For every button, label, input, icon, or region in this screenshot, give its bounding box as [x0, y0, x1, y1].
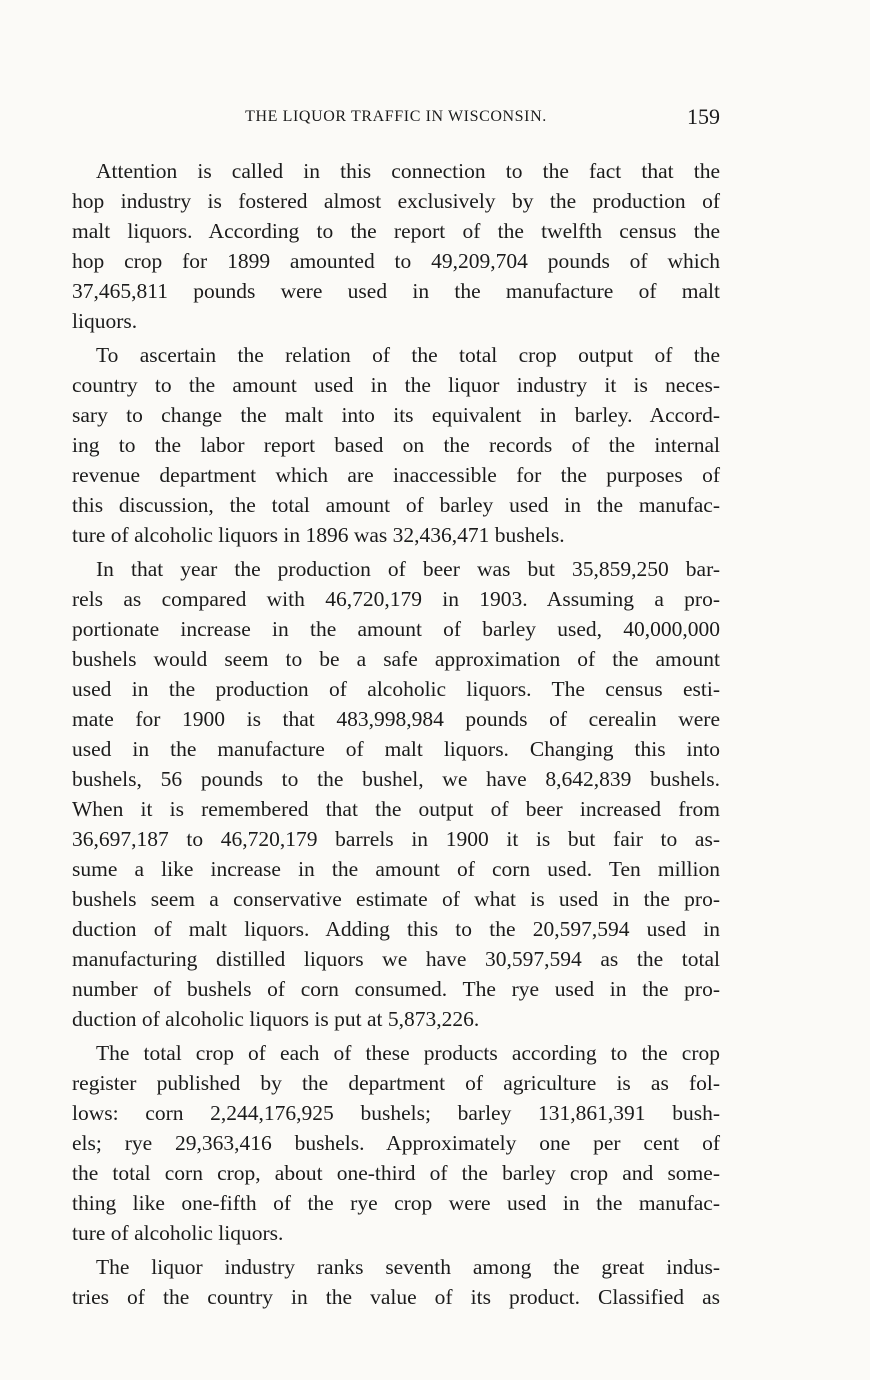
text-line: hop crop for 1899 amounted to 49,209,704 pounds of which: [72, 249, 720, 273]
paragraph: [72, 1252, 720, 1312]
text-line: When it is remembered that the output of beer increased from: [72, 797, 720, 821]
text-line: bushels seem a conservative estimate of what is used in the pro-: [72, 887, 720, 911]
page-header: [72, 104, 720, 134]
text-line: 36,697,187 to 46,720,179 barrels in 1900 it is but fair to as-: [72, 827, 720, 851]
text-line: tries of the country in the value of its product. Classified as: [72, 1285, 720, 1309]
text-line: bushels would seem to be a safe approximation of the amount: [72, 647, 720, 671]
text-line: mate for 1900 is that 483,998,984 pounds of cerealin were: [72, 707, 720, 731]
page-number: 159: [687, 104, 720, 129]
text-line: the total corn crop, about one-third of the barley crop and some-: [72, 1161, 720, 1185]
text-line: register published by the department of agriculture is as fol-: [72, 1071, 720, 1095]
text-line: ing to the labor report based on the records of the internal: [72, 433, 720, 457]
text-line: thing like one-fifth of the rye crop were used in the manufac-: [72, 1191, 720, 1215]
text-line: country to the amount used in the liquor industry it is neces-: [72, 373, 720, 397]
text-line: used in the manufacture of malt liquors. Changing this into: [72, 737, 720, 761]
text-line: sary to change the malt into its equivalent in barley. Accord-: [72, 403, 720, 427]
text-line: number of bushels of corn consumed. The rye used in the pro-: [72, 977, 720, 1001]
text-line: ture of alcoholic liquors.: [72, 1221, 284, 1245]
paragraph: [72, 554, 720, 1034]
text-line: liquors.: [72, 309, 138, 333]
text-line: portionate increase in the amount of barley used, 40,000,000: [72, 617, 720, 641]
text-line: In that year the production of beer was but 35,859,250 bar-: [96, 557, 720, 581]
text-line: duction of alcoholic liquors is put at 5,873,226.: [72, 1007, 480, 1031]
text-line: Attention is called in this connection to the fact that the: [96, 159, 720, 183]
text-line: lows: corn 2,244,176,925 bushels; barley 131,861,391 bush-: [72, 1101, 720, 1125]
text-line: malt liquors. According to the report of the twelfth census the: [72, 219, 720, 243]
text-line: rels as compared with 46,720,179 in 1903. Assuming a pro-: [72, 587, 720, 611]
text-line: sume a like increase in the amount of corn used. Ten million: [72, 857, 720, 881]
paragraph: [72, 340, 720, 550]
text-line: manufacturing distilled liquors we have 30,597,594 as the total: [72, 947, 720, 971]
text-line: 37,465,811 pounds were used in the manufacture of malt: [72, 279, 720, 303]
text-line: hop industry is fostered almost exclusively by the production of: [72, 189, 720, 213]
running-head: THE LIQUOR TRAFFIC IN WISCONSIN.: [245, 108, 547, 125]
text-line: The liquor industry ranks seventh among the great indus-: [96, 1255, 720, 1279]
text-line: this discussion, the total amount of barley used in the manufac-: [72, 493, 720, 517]
text-line: els; rye 29,363,416 bushels. Approximately one per cent of: [72, 1131, 720, 1155]
text-line: The total crop of each of these products according to the crop: [96, 1041, 720, 1065]
text-line: bushels, 56 pounds to the bushel, we have 8,642,839 bushels.: [72, 767, 720, 791]
paragraph: [72, 156, 720, 336]
body-text: [72, 156, 720, 1316]
text-line: ture of alcoholic liquors in 1896 was 32,436,471 bushels.: [72, 523, 565, 547]
text-line: duction of malt liquors. Adding this to the 20,597,594 used in: [72, 917, 720, 941]
text-line: To ascertain the relation of the total crop output of the: [96, 343, 720, 367]
text-line: revenue department which are inaccessible for the purposes of: [72, 463, 720, 487]
paragraph: [72, 1038, 720, 1248]
text-line: used in the production of alcoholic liquors. The census esti-: [72, 677, 720, 701]
